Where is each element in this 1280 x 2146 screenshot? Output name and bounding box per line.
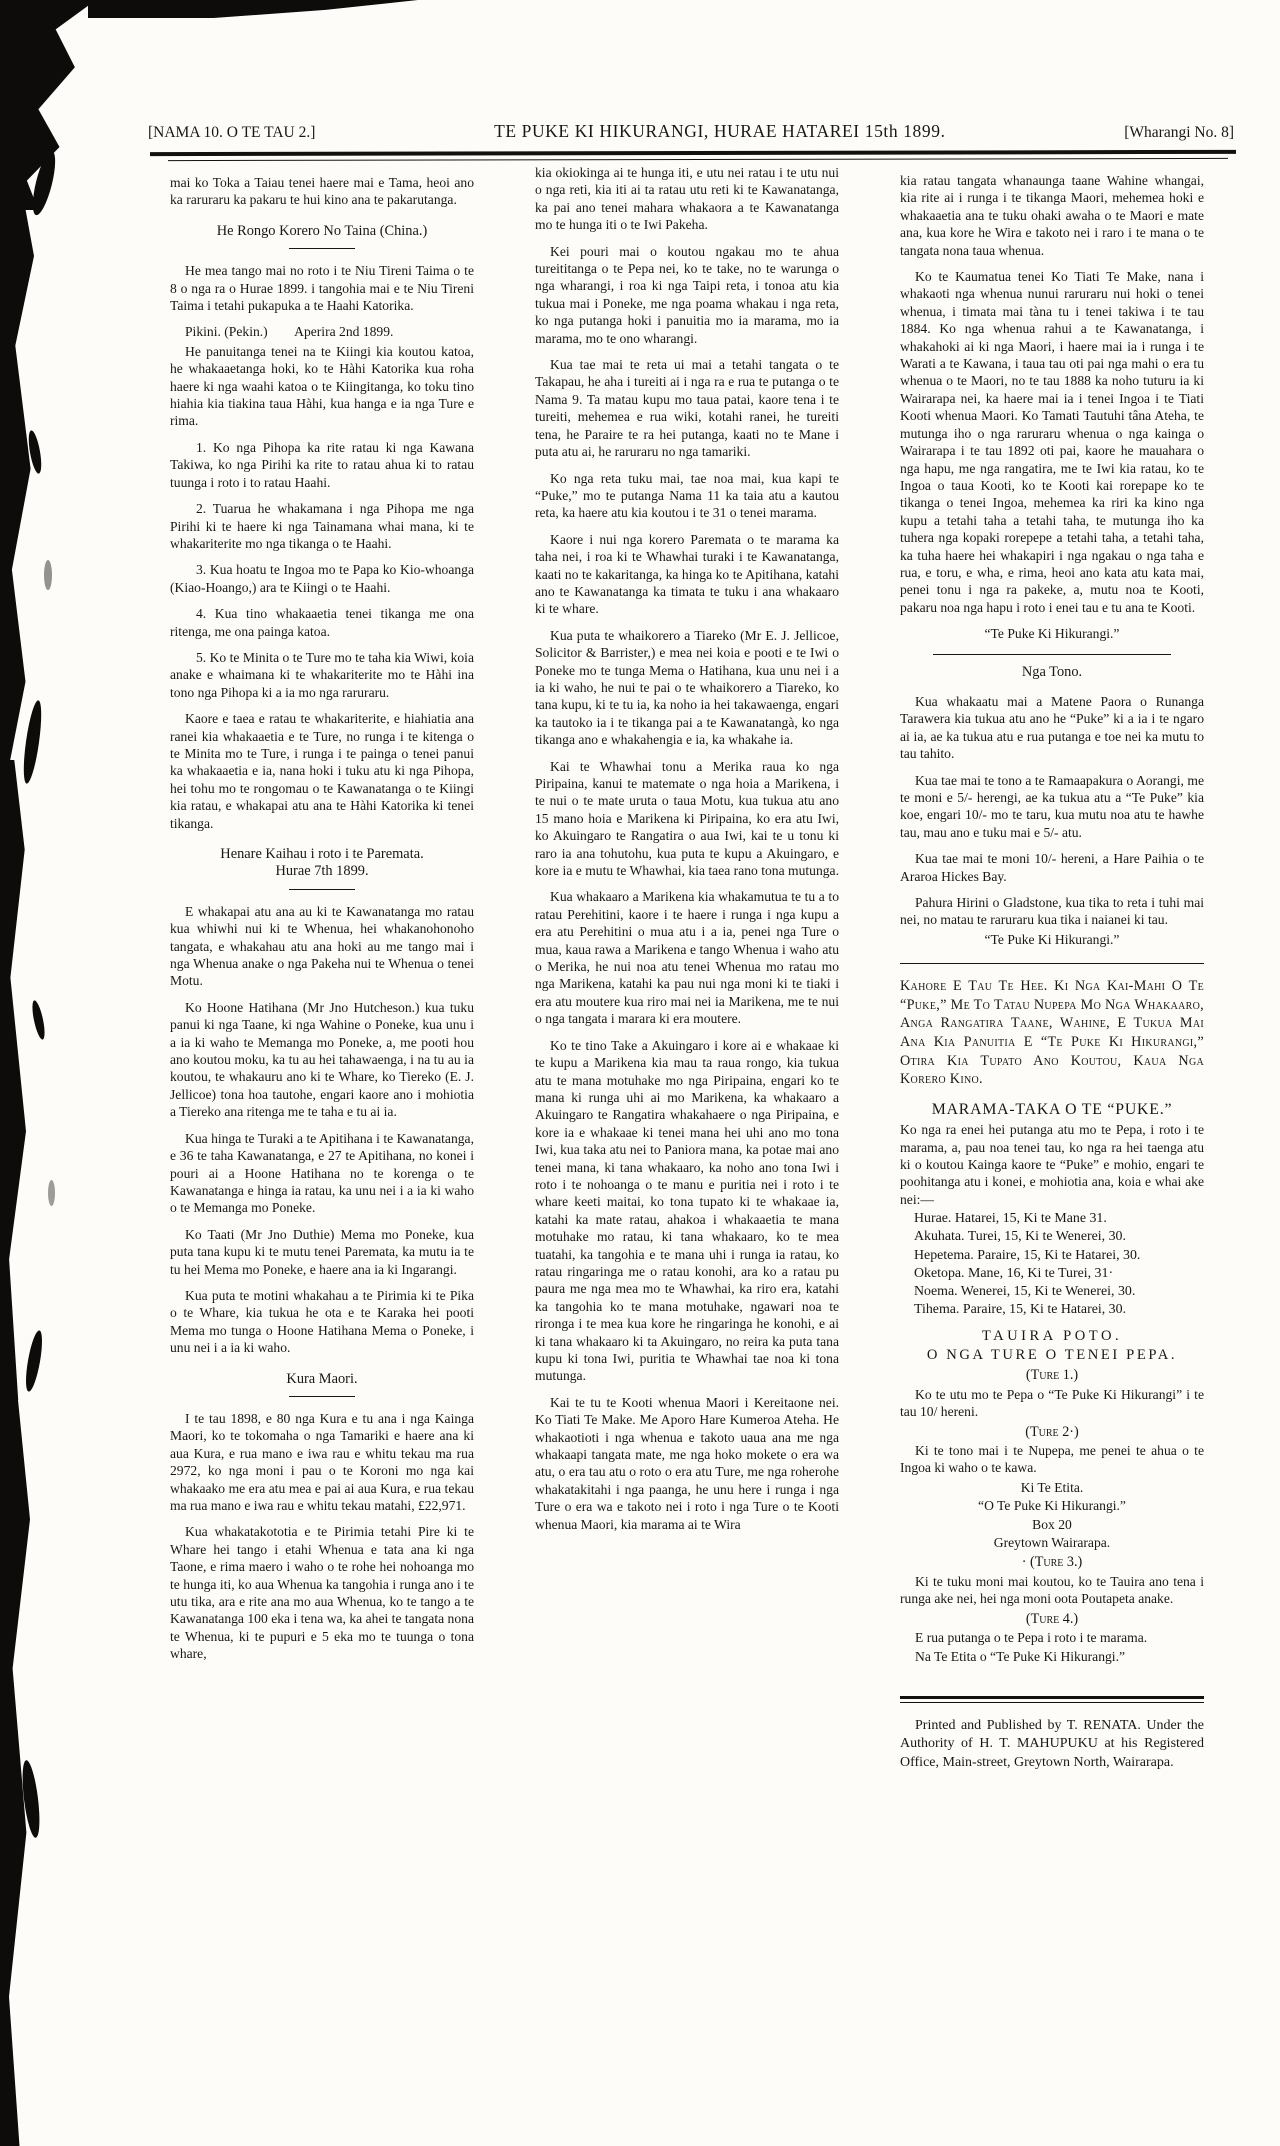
ture-heading: · (Ture 3.) <box>1021 1554 1083 1571</box>
ink-blob <box>88 0 418 18</box>
article-paragraph: Kei pouri mai o koutou ngakau mo te ahua tureititanga o te Pepa nei, ko te take, no te warunga o nga wharangi, i roa ki nga Taipi reta, i tonoa atu kia tukua mai i Poneke, me nga poama whakau i nga reta, ko nga putanga hoki i panuitia mo ia marama, mo ia marama, mo te ono wharangi. <box>535 243 839 346</box>
spacer <box>900 681 1204 693</box>
calendar-line: Noema. Wenerei, 15, Ki te Wenerei, 30. <box>914 1284 1136 1300</box>
column-3 <box>900 164 1204 1773</box>
calendar-line: Akuhata. Turei, 15, Ki te Wenerei, 30. <box>914 1229 1126 1245</box>
imprint: Printed and Published by T. RENATA. Under the Authority of H. T. MAHUPUKU at his Registered Office, Main-street, Greytown North, Wairarapa. <box>900 1717 1204 1770</box>
article-paragraph: Kaore i nui nga korero Paremata o te marama ka taha nei, i roa ki te Whawhai turaki i te Kawanatanga, kaati no te kakaritanga, ka hinga ko te Apitihana, katahi ano te Kawanatanga ka timata te tuku i ana whakaaro ki te whare. <box>535 531 839 617</box>
masthead-rule-thick <box>150 150 1236 156</box>
page-number: [Wharangi No. 8] <box>1124 124 1234 141</box>
ink-smudge <box>44 560 52 590</box>
column-1 <box>170 164 474 1773</box>
notice-smallcaps: Kahore E Tau Te Hee. Ki Nga Kai-Mahi O Te “Puke,” Me To Tatau Nupepa Mo Nga Whakaaro, Anga Rangatira Taane, Wahine, E Tukua Mai Ana Kia Panuitia E “Te Puke Ki Hikurangi,” Otira Kia Tupato Ano Koutou, Kaua Nga Korero Kino. <box>900 978 1204 1088</box>
article-paragraph: Kua puta te whaikorero a Tiareko (Mr E. J. Jellicoe, Solicitor & Barrister,) e mea nei koia e pooti e te Iwi o Poneke mo te tunga Mema o Hatihana, kua unu nei i a ia ki waho, he nui te pai o te whaikorero a Tiareko, ko tana kupu, ki te tu ia, ka noho ia hei takawaenga, engari ka tautoko ia i te tikanga pai a te Kawanatangà, ko nga tikanga ano e whakahengia e ia, ka whakahe ia. <box>535 627 839 748</box>
article-paragraph: Kua whakatakototia e te Pirimia tetahi Pire ki te Whare hei tango i etahi Whenua e tata ana ki nga Taone, e rima maero i waho o te rohe hei nohoanga mo te hunga iti, ko aua Whenua ka tangohia i runga ano i te utu tika, ara e rite ana mo aua Whenua, ko te tango a te Kawanatanga 100 eka i tena wa, ka ahei te tangata nona te Whenua, ki te pupuri e 5 eka mo te tuunga o tona whare, <box>170 1524 474 1662</box>
section-rule <box>900 963 1204 964</box>
rule-text: Ko te utu mo te Pepa o “Te Puke Ki Hikurangi” i te tau 10/ hereni. <box>900 1386 1204 1420</box>
article-paragraph: Kua tae mai te reta ui mai a tetahi tangata o te Takapau, he aha i tureiti ai i nga ra e rua te putanga o te Nama 9. Ta matau kupu mo taua patai, kaore tena i te tureiti, mehemea e rua wiki, kotahi ranei, he tureiti tena, he Paraire te ra hei putanga, kaati no te Mane i puta atu ai, he raruraru no nga tamariki. <box>535 357 839 460</box>
section-heading: Kura Maori. <box>286 1370 358 1387</box>
calendar-line: Hepetema. Paraire, 15, Ki te Hatarei, 30. <box>914 1247 1141 1263</box>
article-paragraph: Kua whakaatu mai a Matene Paora o Runanga Tarawera kia tukua atu ano he “Puke” ki a ia i te ngaro ai ia, ae ka tukua atu e rua putanga e toe nei ka mutu to tau tahito. <box>900 693 1204 762</box>
address-line: Greytown Wairarapa. <box>993 1534 1111 1550</box>
list-item: 4. Kua tino whakaaetia tenei tikanga me ona ritenga, me ona painga katoa. <box>170 606 474 639</box>
paper-title: TE PUKE KI HIKURANGI, HURAE HATAREI 15th 1899. <box>494 121 946 141</box>
article-paragraph: Kua puta te motini whakahau a te Pirimia ki te Pika o te Whare, kia tukua he ota e te Karaka hei pooti Mema mo tunga o Hoone Hatihana Mema o Poneke, i unu nei i a ia ki waho. <box>170 1287 474 1356</box>
ink-smudge <box>48 1180 55 1206</box>
article-paragraph: kia ratau tangata whanaunga taane Wahine whangai, kia rite ai i runga i te tikanga Maori, mehemea hoki e whakaaetia ana te tuku ohaki awaha o te Maori e mate ana, kua kore he Wira e takoto nei i raro i te mana o te tangata nona taua whenua. <box>900 173 1204 258</box>
article-paragraph: Kua hinga te Turaki a te Apitihana i te Kawanatanga, e 36 te taha Kawanatanga, e 27 te Apitihana, no konei i pouri ai a Hoone Hatihana no te korenga o te Kawanatanga e hinga ia ratau, ka unu nei i a ia ki waho o te Memanga mo Poneke. <box>170 1130 474 1216</box>
article-paragraph: Ko Hoone Hatihana (Mr Jno Hutcheson.) kua tuku panui ki nga Taane, ki nga Wahine o Poneke, kua unu i a ia ki waho te Memanga mo Poneke, a, me pooti hou ano koutou moku, ka tu au hei tahawaenga, i na tu au ia koutou, te whakauru ano ki te Whare, ko Tiereko (E. J. Jellicoe) tona hoa tautohe, engari kaore ano i mohiotia a Tiereko ana ritenga me te taha e tu ai ia. <box>170 999 474 1120</box>
ink-speck <box>23 1329 46 1392</box>
article-paragraph: Ko nga reta tuku mai, tae noa mai, kua kapi te “Puke,” mo te putanga Nama 11 ka taia atu a kautou reta, ka haere atu kia koutou i te 31 o tenei marama. <box>535 470 839 521</box>
signature-line: “Te Puke Ki Hikurangi.” <box>984 931 1120 947</box>
list-item: 2. Tuarua he whakamana i nga Pihopa me nga Pirihi ki te haere ki nga Tainamana whai mana, ki te whakariterite mo nga tikanga o te Haahi. <box>170 501 474 551</box>
section-heading: Henare Kaihau i roto i te Paremata. <box>220 846 424 862</box>
article-columns <box>170 164 1204 1773</box>
article-paragraph: He panuitanga tenei na te Kiingi kia koutou katoa, he whakaaetanga hoki, ko te Hàhi Katorika kua roha haere ki nga waahi katoa o te Kiingitanga, ko toku tino hiahia kia tiakina taua Hàhi, kua hanga e ia nga Ture e rima. <box>170 343 474 429</box>
rule-text: Ki te tono mai i te Nupepa, me penei te ahua o te Ingoa ki waho o te kawa. <box>900 1442 1204 1476</box>
calendar-line: Oketopa. Mane, 16, Ki te Turei, 31· <box>914 1265 1114 1281</box>
article-paragraph: Kai te tu te Kooti whenua Maori i Kereitaone nei. Ko Tiati Te Make. Me Aporo Hare Kumeroa Ateha. He whakaotioti i nga whenua e takoto uaua ana me nga whakaapi tangata mate, me nga hoko mokete o era wa atu, o era tau atu o roto o era atu Ture, me nga roherohe whakatakitahi i nga paanga, he unu here i runga i nga Ture o era wa e takoto nei i roto i nga Ture o te Kooti whenua Maori, kia marama ai te Wira <box>535 1394 839 1532</box>
article-paragraph: Ko te tino Take a Akuingaro i kore ai e whakaae ki te kupu a Marikena kia mau ta raua rongo, kia tukua atu te mana motuhake mo nga Piripaina, engari ko te mana ki runga uhi ai mo Marikena, ka whakaaro a Akuingaro te Rangatira whakahaere o nga Piripaina, e kore ia e whakaae ki tenei mana hei uhi ano mo tona Iwi, kua taka atu nei to Paniora mana, ka potae mai ano tenei mana, ki tana whakaaro, ka noho ano tona Iwi i roto i te nohoanga o te manu e puritia nei i roto i te whare keeti maitai, ko tona tupato ki te whakaae ia, katahi ka mate ratau, ahakoa i whakaaetia te mana motuhake mo ratau, ki tana whakaaro, ko te mea tuatahi, ka tangohia e te mana uhi i runga ia ratau, ko ratau ringaringa me o ratau konohi, ara ko a ratau pu paura me nga mea mo te Whawhai, ka riro era, katahi ka tangohia ko te mana motuhake, ngawari noa te rironga i te mea kua kore he ringaringa he konohi, e ai ki tana whakaaro ki ta Akuingaro, no reira ka puta tana kupu ki tona Iwi, puritia te Whawhai tae noa ki tona mutunga. <box>535 1037 839 1384</box>
article-paragraph: Pahura Hirini o Gladstone, kua tika to reta i tuhi mai nei, no matau te raruraru kua tika i naianei ki tau. <box>900 895 1204 928</box>
list-item: 3. Kua hoatu te Ingoa mo te Papa ko Kio-whoanga (Kiao-Hoango,) ara te Kiingi o te Haahi. <box>170 562 474 595</box>
article-paragraph: mai ko Toka a Taiau tenei haere mai e Tama, heoi ano ka raruraru ka pakaru te hui kino ana te pakarutanga. <box>170 175 474 208</box>
signature-line: “Te Puke Ki Hikurangi.” <box>984 626 1120 642</box>
article-paragraph: Ko nga ra enei hei putanga atu mo te Pepa, i roto i te marama, a, pau noa tenei tau, ko nga ra hei taenga atu ki o koutou Kainga kaore te “Puke” e mohio, engari te poohitanga atu i konei, e mohiotia ana, koia e whai ake nei:— <box>900 1122 1204 1207</box>
heading-rule <box>289 1396 355 1397</box>
article-paragraph: He mea tango mai no roto i te Niu Tireni Taima o te 8 o nga ra o Hurae 1899. i tangohia mai e te Niu Tireni Taima i tetahi pukapuka a te Haahi Katorika. <box>170 263 474 314</box>
article-paragraph: Ko te Kaumatua tenei Ko Tiati Te Make, nana i whakaoti nga whenua nunui raruraru nui hoki o tenei whenua, i timata mai tàna tu i tenei takiwa i te tau 1884. Ko nga whenua rahui a te Kawanatanga, i whakahoki ai ki nga Maori, i haere mai ia i runga i te Warati a te Kawana, i taua tau oti pai nga mahi o era tu whenua o te Maori, no te tau 1888 ka noho tuturu ia ki Wairarapa nei, ka haere mai ia i tenei Ingoa i te Tiati Kooti whenua Maori. Ko Tamati Tautuhi tâna Ateha, te mutunga iho o nga raruraru whenua o nga kainga o Wairarapa i te tau 1892 oti pai, kaore he mauahara o nga hapu, me nga rangatira, me te Iwi kia ratau, ko te Ingoa o taua Kooti, ko te Kooti kai rorepape ko te tikanga o tenei Ingoa, mehemea ka riri ka kino nga kupu a tetahi taha a tetahi taha, te mutunga iho ka tuhera nga kopaki rorepepe a tetahi taha, a tetahi taha, ka tuha haere hei whakapiri i nga ngakau o nga taha e rua, e toru, e wha, e rima, heoi ano kata atu kata mai, penei tonu i nga ra pakeke, a, mutu noa te Kooti, pakaru noa nga hapu i roto i enei tau e tu ana te Kooti. <box>900 269 1204 615</box>
ture-heading: (Ture 2·) <box>1025 1423 1079 1440</box>
signature-line: Na Te Etita o “Te Puke Ki Hikurangi.” <box>915 1649 1125 1665</box>
article-paragraph: Kaore e taea e ratau te whakariterite, e hiahiatia ana ranei kia whakaaetia e te Ture, no runga i te kitenga o te Minita mo te Ture, i runga i te painga o tenei panui ka whakaaetia e ia, nana hoki i tuku atu ki nga Pihopa, hei tohu mo te rongomau o te Kawanatanga o te Kiingi kia ratau, e whakapai atu ana te Hàhi Katorika ki tenei tikanga. <box>170 711 474 831</box>
section-rule <box>933 654 1171 655</box>
issue-number: [NAMA 10. O TE TAU 2.] <box>148 124 316 141</box>
address-line: Box 20 <box>1032 1516 1072 1532</box>
imprint-rule-thin <box>900 1702 1204 1703</box>
masthead <box>148 121 1234 142</box>
rule-text: E rua putanga o te Pepa i roto i te marama. <box>915 1629 1148 1645</box>
calendar-line: Hurae. Hatarei, 15, Ki te Mane 31. <box>914 1211 1107 1227</box>
article-paragraph: kia okiokinga ai te hunga iti, e utu nei ratau i te utu nui o nga reti, kia iti ai ta ratau utu reti ki te Kawanatanga, ka pai ano tenei mahara whakaora a te Kawanatanga mo te hunga iti o te Iwi Pakeha. <box>535 165 839 233</box>
column-2 <box>535 164 839 1773</box>
rules-subheading: O NGA TURE O TENEI PEPA. <box>926 1346 1178 1363</box>
rule-text: Ki te tuku moni mai koutou, ko te Tauira ano tena i runga ake nei, hei nga moni oota Poutapeta anake. <box>900 1573 1204 1607</box>
ink-band <box>0 760 26 1400</box>
article-paragraph: Ko Taati (Mr Jno Duthie) Mema mo Poneke, kua puta tana kupu ki te mutu tenei Paremata, ka mutu ia te tu hei Mema mo Poneke, e haere ana ia ki Ingarangi. <box>170 1226 474 1277</box>
ink-speck <box>20 700 45 785</box>
article-paragraph: I te tau 1898, e 80 nga Kura e tu ana i nga Kainga Maori, ko te tokomaha o nga Tamariki e haere ana ki aua Kura, e rua mano e iwa rau e whitu tekau ma rua 2972, ko nga moni i pau o te Koroni mo nga kai whakaako me era atu mea e pai ai aua Kura, e rua tekau ma rua mano e iwa rau e whitu tekau matahi, £22,971. <box>170 1410 474 1513</box>
section-heading: He Rongo Korero No Taina (China.) <box>216 222 428 239</box>
section-subheading: Hurae 7th 1899. <box>275 863 369 880</box>
imprint-rule-thick <box>900 1696 1204 1699</box>
article-paragraph: Kai te Whawhai tonu a Merika raua ko nga Piripaina, kanui te matemate o nga hoia a Marikena, i te nui o te mate uruta o taua Motu, kua tukua atu ano 15 mano hoia e Marikena ki Piripaina, ko era atu Iwi, ko Akuingaro te Rangatira o aua Iwi, kai te u tonu ki raro ia ana tohutohu, kua puta te kupu a Akuingaro, e kore ia e mutu te Whawhai, kia taea rano tona mutunga. <box>535 758 839 879</box>
ink-band <box>0 200 34 760</box>
ture-heading: (Ture 1.) <box>1025 1367 1079 1384</box>
calendar-line: Tihema. Paraire, 15, Ki te Hatarei, 30. <box>914 1302 1127 1318</box>
address-line: Ki Te Etita. <box>1020 1479 1084 1495</box>
heading-rule <box>289 889 355 890</box>
article-paragraph: Kua whakaaro a Marikena kia whakamutua te tu a to ratau Perehitini, kaore i te haere i runga i nga kupu a era atu Perehitini o mua atu i a ia, penei nga Ture o mua, kaua rawa a Marikena e tango Whenua i waho atu o Merika, he nui noa atu tenei Whenua mo ratau mo nga Marikena, katahi ka pau nui nga moni ki te tiaki i era atu moutere kua riro mai nei ia Marikena, me te nui o nga tangata i marara ki era moutere. <box>535 889 839 1027</box>
article-paragraph: Kua tae mai te tono a te Ramaapakura o Aorangi, me te moni e 5/- herengi, ae ka tukua atu a “Te Puke” kia koe, engari 10/- mo te taru, kua mutu noa atu te hawhe tau, mau ano e tuku mai e 5/- atu. <box>900 772 1204 840</box>
section-heading: Nga Tono. <box>1021 663 1083 680</box>
calendar-heading: MARAMA-TAKA O TE “PUKE.” <box>931 1100 1173 1118</box>
list-item: 1. Ko nga Pihopa ka rite ratau ki nga Kawana Takiwa, ko nga Pirihi ka rite to ratau ahua ki to ratau tuunga i roto i to ratau Haahi. <box>170 439 474 490</box>
masthead-rule-thin <box>168 158 1228 162</box>
address-line: “O Te Puke Ki Hikurangi.” <box>978 1498 1126 1514</box>
ink-speck <box>30 1000 47 1041</box>
rules-heading: TAUIRA POTO. <box>981 1328 1123 1345</box>
list-item: 5. Ko te Minita o te Ture mo te taha kia Wiwi, koia anake e whaimana ki te whakariterite mo te Hàhi ina tono nga Pihopa ki a ia mo nga raruraru. <box>170 649 474 700</box>
ture-heading: (Ture 4.) <box>1025 1610 1079 1627</box>
dateline: Pikini. (Pekin.) Aperira 2nd 1899. <box>185 324 394 340</box>
article-paragraph: E whakapai atu ana au ki te Kawanatanga mo ratau kua whiwhi nui ki te Whenua, hei whakanohonoho tangata, e whakahau atu ana hoki au me tango mai i nga Whenua anake o nga Pakeha nui te Whenua o tenei Motu. <box>170 903 474 989</box>
heading-rule <box>289 248 355 249</box>
article-paragraph: Kua tae mai te moni 10/- hereni, a Hare Paihia o te Araroa Hickes Bay. <box>900 851 1204 884</box>
